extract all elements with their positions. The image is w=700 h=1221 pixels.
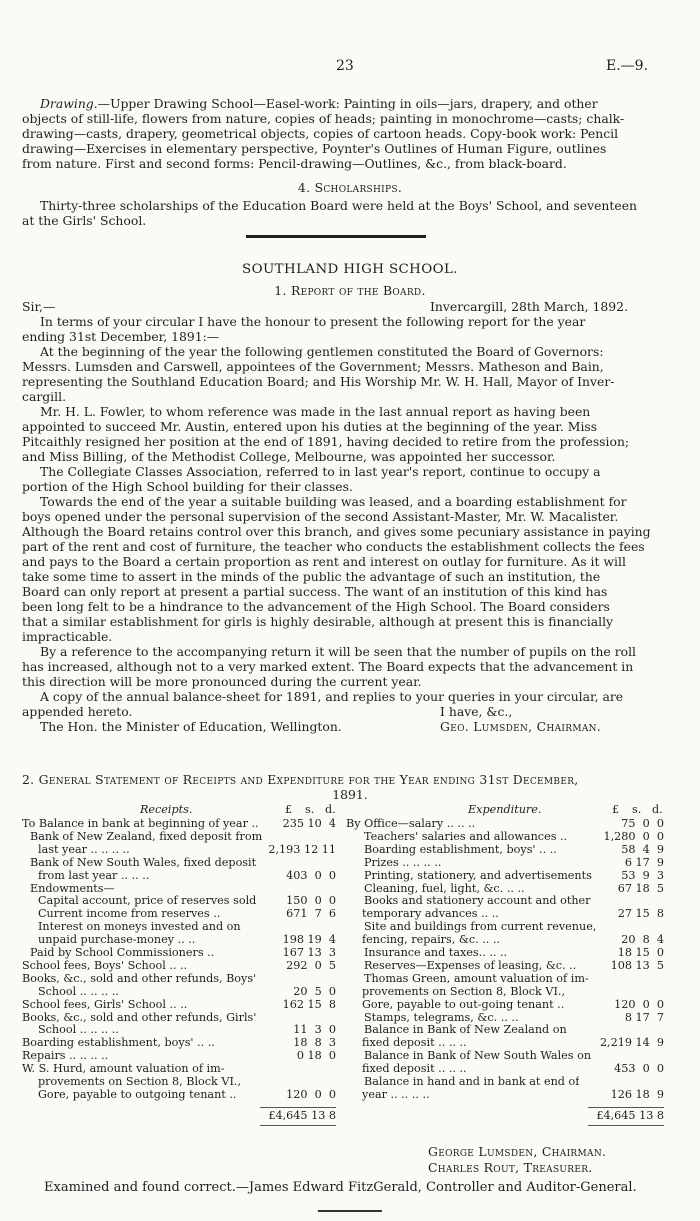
statement-row-label: Balance in hand and in bank at end of bbox=[364, 1076, 580, 1088]
statement-row-amount: 20 5 0 bbox=[293, 984, 336, 998]
statement-row-label: Repairs .. .. .. .. bbox=[22, 1050, 109, 1063]
statement-row-amount: 6 17 9 bbox=[624, 855, 664, 869]
statement-row-amount: 453 0 0 bbox=[614, 1062, 664, 1076]
statement-row-amount: 1,280 0 0 bbox=[603, 829, 664, 843]
signatory-treasurer: Charles Rout, Treasurer. bbox=[428, 1160, 593, 1175]
statement-row-amount: 18 8 3 bbox=[293, 1036, 336, 1050]
addressee: The Hon. the Minister of Education, Wellington. bbox=[40, 719, 342, 734]
statement-row-label: School fees, Boys' School .. .. bbox=[22, 959, 188, 972]
statement-row-label: Thomas Green, amount valuation of im- bbox=[364, 972, 589, 985]
statement-row-label: Prizes .. .. .. .. bbox=[364, 856, 442, 869]
place-date: Invercargill, 28th March, 1892. bbox=[430, 299, 629, 314]
closing: I have, &c., bbox=[440, 704, 513, 719]
signature: Geo. Lumsden, Chairman. bbox=[440, 719, 602, 734]
statement-row-label: unpaid purchase-money .. .. bbox=[38, 934, 196, 947]
statement-year: 1891. bbox=[332, 787, 368, 802]
report-line: take some time to assert in the minds of the public the advantage of such an institution, the bbox=[22, 569, 601, 584]
report-line: In terms of your circular I have the honour to present the following report for the year bbox=[40, 314, 586, 329]
statement-row-amount: 67 18 5 bbox=[617, 881, 664, 895]
statement-row-amount: 403 0 0 bbox=[286, 868, 336, 882]
statement-row-label: last year .. .. .. .. bbox=[38, 843, 130, 856]
scholarships-line: Thirty-three scholarships of the Education Board were held at the Boys' School, and seventeen bbox=[40, 198, 638, 213]
report-line: At the beginning of the year the following gentlemen constituted the Board of Governors: bbox=[40, 344, 604, 359]
scholarships-heading: 4. Scholarships. bbox=[297, 180, 403, 195]
statement-row-label: provements on Section 8, Block VI., bbox=[38, 1076, 242, 1088]
statement-row-amount: 671 7 6 bbox=[286, 907, 336, 921]
report-line: that a similar establishment for girls is highly desirable, although at present this is financially bbox=[22, 614, 614, 629]
report-line: representing the Southland Education Board; and His Worship Mr. W. H. Hall, Mayor of Inver- bbox=[22, 374, 615, 389]
drawing-line: drawing—Exercises in elementary perspective, Poynter's Outlines of Human Figure, outlines bbox=[22, 141, 607, 156]
report-line: The Collegiate Classes Association, referred to in last year's report, continue to occupy a bbox=[40, 464, 601, 479]
statement-row-label: School .. .. .. .. bbox=[38, 1024, 119, 1037]
report-line: impracticable. bbox=[22, 629, 113, 644]
scholarships-line: at the Girls' School. bbox=[22, 213, 147, 228]
statement-row-label: Balance in Bank of New Zealand on bbox=[364, 1024, 567, 1037]
statement-row-amount: 75 0 0 bbox=[621, 817, 664, 830]
auditor-statement: Examined and found correct.—James Edward FitzGerald, Controller and Auditor-General. bbox=[44, 1180, 637, 1195]
expenditure-title: Expenditure. bbox=[468, 803, 542, 816]
drawing-line: from nature. First and second forms: Pencil-drawing—Outlines, &c., from black-board. bbox=[22, 156, 567, 171]
statement-row-amount: 27 15 8 bbox=[617, 907, 664, 921]
drawing-line-text: —Upper Drawing School—Easel-work: Painting in oils—jars, drapery, and other bbox=[97, 96, 598, 111]
statement-row-amount: 53 9 3 bbox=[621, 868, 664, 882]
statement-row-amount: 120 0 0 bbox=[286, 1087, 336, 1101]
statement-row-label: Interest on moneys invested and on bbox=[38, 921, 241, 934]
receipts-total: £4,645 13 8 bbox=[268, 1109, 336, 1122]
statement-row-amount: 20 8 4 bbox=[621, 933, 664, 947]
pounds-head: £ bbox=[612, 803, 620, 816]
expenditure-total: £4,645 13 8 bbox=[596, 1109, 664, 1122]
document-reference: E.—9. bbox=[606, 58, 649, 74]
report-line: been long felt to be a hindrance to the advancement of the High School. The Board considers bbox=[22, 599, 610, 614]
receipts-total-underline bbox=[260, 1125, 336, 1126]
report-line: appointed to succeed Mr. Austin, entered upon his duties at the beginning of the year. Miss bbox=[22, 419, 598, 434]
statement-row-label: Books and stationery account and other bbox=[364, 895, 591, 908]
statement-row-label: fixed deposit .. .. .. bbox=[362, 1037, 467, 1050]
report-line: Board can only report at present a partial success. The want of an institution of this kind has bbox=[22, 584, 608, 599]
receipts-title: Receipts. bbox=[140, 803, 193, 816]
statement-row-amount: 8 17 7 bbox=[624, 1010, 664, 1024]
statement-row-label: Bank of New Zealand, fixed deposit from bbox=[30, 830, 263, 843]
statement-row-label: Stamps, telegrams, &c. .. .. bbox=[364, 1011, 519, 1024]
statement-row-amount: 167 13 3 bbox=[282, 946, 336, 959]
statement-row-label: year .. .. .. .. bbox=[362, 1088, 430, 1101]
statement-row-amount: 2,219 14 9 bbox=[599, 1036, 664, 1050]
end-rule bbox=[318, 1210, 382, 1212]
statement-row-label: Paid by School Commissioners .. bbox=[30, 947, 215, 959]
report-line: Towards the end of the year a suitable building was leased, and a boarding establishment for bbox=[40, 494, 627, 509]
section-divider bbox=[246, 235, 426, 238]
report-line: has increased, although not to a very marked extent. The Board expects that the advancement in bbox=[22, 659, 634, 674]
statement-row-label: fixed deposit .. .. .. bbox=[362, 1063, 467, 1076]
statement-row-amount: 18 15 0 bbox=[617, 946, 664, 959]
statement-row-label: Bank of New South Wales, fixed deposit bbox=[30, 856, 257, 869]
statement-row-amount: 292 0 5 bbox=[286, 958, 336, 972]
shillings-head: s. bbox=[632, 803, 642, 816]
statement-row-label: Site and buildings from current revenue, bbox=[364, 921, 597, 934]
report-line: Mr. H. L. Fowler, to whom reference was made in the last annual report as having been bbox=[40, 404, 591, 419]
statement-row-amount: 150 0 0 bbox=[286, 894, 336, 908]
report-line: cargill. bbox=[22, 389, 67, 404]
drawing-line: objects of still-life, flowers from nature, copies of heads; painting in monochrome—casts; chalk- bbox=[22, 111, 625, 126]
pence-head: d. bbox=[325, 803, 336, 816]
report-line: part of the rent and cost of furniture, the teacher who conducts the establishment collects the fees bbox=[22, 539, 645, 554]
statement-row-label: Reserves—Expenses of leasing, &c. .. bbox=[364, 959, 577, 972]
report-line: Messrs. Lumsden and Carswell, appointees of the Government; Messrs. Matheson and Bain, bbox=[22, 359, 604, 374]
statement-row-label: Current income from reserves .. bbox=[38, 908, 221, 921]
report-line: Although the Board retains control over this branch, and gives some pecuniary assistance in paying bbox=[22, 524, 651, 539]
statement-row-amount: 58 4 9 bbox=[621, 842, 664, 856]
statement-row-label: W. S. Hurd, amount valuation of im- bbox=[22, 1063, 225, 1076]
report-line: appended hereto. bbox=[22, 704, 133, 719]
statement-row-label: Books, &c., sold and other refunds, Girls' bbox=[22, 1011, 257, 1024]
statement-row-label: fencing, repairs, &c. .. .. bbox=[362, 934, 500, 947]
statement-row-amount: 120 0 0 bbox=[614, 997, 664, 1011]
statement-row-amount: 2,193 12 11 bbox=[268, 842, 336, 856]
report-line: By a reference to the accompanying return it will be seen that the number of pupils on the roll bbox=[40, 644, 637, 659]
statement-row-label: Gore, payable to out-going tenant .. bbox=[362, 998, 565, 1011]
statement-row-amount: 108 13 5 bbox=[610, 958, 664, 972]
school-title: SOUTHLAND HIGH SCHOOL. bbox=[242, 262, 458, 277]
statement-row-label: temporary advances .. .. bbox=[362, 908, 499, 921]
statement-row-label: Capital account, price of reserves sold bbox=[38, 895, 257, 908]
statement-row-label: School fees, Girls' School .. .. bbox=[22, 998, 188, 1011]
receipts-total-rule bbox=[260, 1107, 336, 1108]
statement-row-label: Boarding establishment, boys' .. .. bbox=[364, 843, 557, 856]
statement-row-label: Books, &c., sold and other refunds, Boys' bbox=[22, 972, 257, 985]
expenditure-total-rule bbox=[588, 1107, 664, 1108]
shillings-head: s. bbox=[305, 803, 315, 816]
salutation: Sir,— bbox=[22, 299, 56, 314]
report-line: portion of the High School building for their classes. bbox=[22, 479, 353, 494]
statement-row-amount: 11 3 0 bbox=[293, 1023, 336, 1037]
report-line: and pays to the Board a certain proportion as rent and interest on outlay for furniture. As it will bbox=[22, 554, 626, 569]
report-line: and Miss Billing, of the Methodist College, Melbourne, was appointed her successor. bbox=[22, 449, 556, 464]
statement-row-label: School .. .. .. .. bbox=[38, 985, 119, 998]
statement-row-amount: 198 19 4 bbox=[282, 933, 336, 947]
statement-row-label: Insurance and taxes.. .. .. bbox=[364, 947, 508, 959]
statement-row-label: Boarding establishment, boys' .. .. bbox=[22, 1037, 215, 1050]
statement-row-label: Teachers' salaries and allowances .. bbox=[364, 830, 568, 843]
signatory-chairman: George Lumsden, Chairman. bbox=[428, 1144, 607, 1159]
page-number: 23 bbox=[336, 58, 354, 74]
report-line: Pitcaithly resigned her position at the end of 1891, having decided to retire from the profession; bbox=[22, 434, 630, 449]
expenditure-total-underline bbox=[588, 1125, 664, 1126]
statement-row-label: Endowments— bbox=[30, 882, 115, 895]
statement-heading: 2. General Statement of Receipts and Expenditure for the Year ending 31st December, bbox=[22, 772, 579, 787]
drawing-line bbox=[40, 96, 598, 111]
statement-row-label: Printing, stationery, and advertisements bbox=[364, 869, 592, 882]
drawing-line: drawing—casts, drapery, geometrical objects, copies of cartoon heads. Copy-book work: Pencil bbox=[22, 126, 619, 141]
statement-row-amount: 235 10 4 bbox=[282, 817, 336, 830]
drawing-term: Drawing. bbox=[40, 96, 98, 111]
statement-row-label: from last year .. .. .. bbox=[38, 869, 150, 882]
statement-row-label: Gore, payable to outgoing tenant .. bbox=[38, 1088, 237, 1101]
statement-row-label: To Balance in bank at beginning of year .. bbox=[22, 818, 259, 830]
statement-row-label: Balance in Bank of New South Wales on bbox=[364, 1050, 592, 1063]
report-line: boys opened under the personal supervision of the second Assistant-Master, Mr. W. Macalister. bbox=[22, 509, 619, 524]
report-line: A copy of the annual balance-sheet for 1891, and replies to your queries in your circular, are bbox=[40, 689, 624, 704]
statement-row-label: Cleaning, fuel, light, &c. .. .. bbox=[364, 882, 525, 895]
report-line: ending 31st December, 1891:— bbox=[22, 329, 220, 344]
report-line: this direction will be more pronounced during the current year. bbox=[22, 674, 422, 689]
pounds-head: £ bbox=[285, 803, 293, 816]
report-heading: 1. Report of the Board. bbox=[274, 283, 426, 298]
pence-head: d. bbox=[652, 803, 663, 816]
statement-row-amount: 126 18 9 bbox=[610, 1087, 664, 1101]
statement-row-amount: 0 18 0 bbox=[296, 1049, 336, 1063]
statement-row-label: provements on Section 8, Block VI., bbox=[362, 985, 566, 998]
statement-row-amount: 162 15 8 bbox=[282, 997, 336, 1011]
statement-row-label: By Office—salary .. .. .. bbox=[346, 818, 476, 830]
